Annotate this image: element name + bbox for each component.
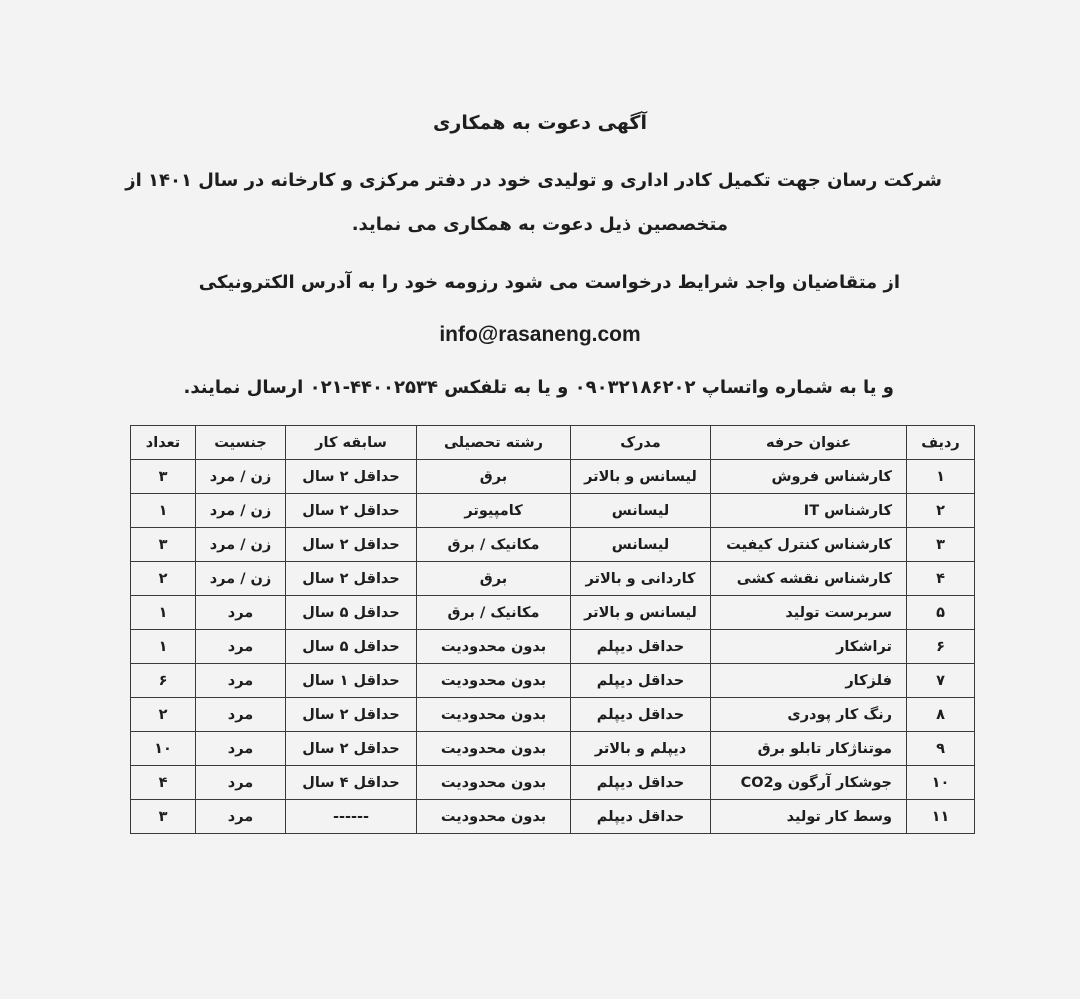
cell-gender: مرد bbox=[196, 630, 286, 664]
table-row bbox=[131, 664, 975, 698]
cell-gender: مرد bbox=[196, 766, 286, 800]
table-row bbox=[131, 698, 975, 732]
intro-line-1: شرکت رسان جهت تکمیل کادر اداری و تولیدی خود در دفتر مرکزی و کارخانه در سال ۱۴۰۱ از bbox=[125, 170, 942, 191]
cell-gender: مرد bbox=[196, 732, 286, 766]
cell-field-of-study: مکانیک / برق bbox=[417, 596, 571, 630]
cell-gender: مرد bbox=[196, 800, 286, 834]
cell-experience: حداقل ۲ سال bbox=[286, 528, 417, 562]
header-field-of-study: رشته تحصیلی bbox=[417, 426, 571, 460]
cell-experience: حداقل ۲ سال bbox=[286, 460, 417, 494]
intro-line-2: متخصصین ذیل دعوت به همکاری می نماید. bbox=[351, 214, 728, 235]
header-count: تعداد bbox=[131, 426, 196, 460]
cell-job-title: فلزکار bbox=[711, 664, 907, 698]
contact-email: info@rasaneng.com bbox=[439, 323, 641, 346]
cell-job-title: کارشناس IT bbox=[711, 494, 907, 528]
cell-row-number: ۱۰ bbox=[907, 766, 975, 800]
table-row bbox=[131, 460, 975, 494]
header-job-title: عنوان حرفه bbox=[711, 426, 907, 460]
cell-job-title: موتناژکار تابلو برق bbox=[711, 732, 907, 766]
cell-experience: حداقل ۱ سال bbox=[286, 664, 417, 698]
cell-field-of-study: بدون محدودیت bbox=[417, 732, 571, 766]
table-row bbox=[131, 800, 975, 834]
cell-count: ۱۰ bbox=[131, 732, 196, 766]
cell-degree: حداقل دیپلم bbox=[571, 766, 711, 800]
cell-count: ۳ bbox=[131, 528, 196, 562]
announcement-title: آگهی دعوت به همکاری bbox=[432, 112, 647, 134]
cell-row-number: ۹ bbox=[907, 732, 975, 766]
cell-degree: لیسانس bbox=[571, 494, 711, 528]
cell-degree: لیسانس و بالاتر bbox=[571, 460, 711, 494]
cell-count: ۱ bbox=[131, 494, 196, 528]
cell-degree: حداقل دیپلم bbox=[571, 698, 711, 732]
cell-field-of-study: برق bbox=[417, 460, 571, 494]
cell-job-title: کارشناس فروش bbox=[711, 460, 907, 494]
cell-degree: حداقل دیپلم bbox=[571, 630, 711, 664]
cell-gender: زن / مرد bbox=[196, 494, 286, 528]
cell-job-title: رنگ کار پودری bbox=[711, 698, 907, 732]
cell-count: ۱ bbox=[131, 596, 196, 630]
table-row bbox=[131, 596, 975, 630]
cell-count: ۳ bbox=[131, 460, 196, 494]
cell-row-number: ۸ bbox=[907, 698, 975, 732]
cell-degree: دیپلم و بالاتر bbox=[571, 732, 711, 766]
cell-degree: لیسانس bbox=[571, 528, 711, 562]
table-row bbox=[131, 630, 975, 664]
cell-count: ۶ bbox=[131, 664, 196, 698]
cell-job-title: وسط کار تولید bbox=[711, 800, 907, 834]
cell-job-title: سربرست تولید bbox=[711, 596, 907, 630]
application-instruction: از متقاضیان واجد شرایط درخواست می شود رزومه خود را به آدرس الکترونیکی bbox=[198, 272, 900, 293]
cell-job-title: جوشکار آرگون وCO2 bbox=[711, 766, 907, 800]
table-row bbox=[131, 766, 975, 800]
cell-field-of-study: بدون محدودیت bbox=[417, 766, 571, 800]
cell-gender: زن / مرد bbox=[196, 460, 286, 494]
cell-count: ۳ bbox=[131, 800, 196, 834]
cell-count: ۴ bbox=[131, 766, 196, 800]
cell-job-title: کارشناس نقشه کشی bbox=[711, 562, 907, 596]
job-openings-table bbox=[130, 425, 975, 834]
contact-phone-line: و یا به شماره واتساپ ۰۹۰۳۲۱۸۶۲۰۲ و یا به تلفکس ۴۴۰۰۲۵۳۴-۰۲۱ ارسال نمایند. bbox=[183, 377, 894, 398]
table-header-row bbox=[131, 426, 975, 460]
cell-row-number: ۴ bbox=[907, 562, 975, 596]
cell-degree: لیسانس و بالاتر bbox=[571, 596, 711, 630]
cell-gender: مرد bbox=[196, 596, 286, 630]
cell-job-title: تراشکار bbox=[711, 630, 907, 664]
cell-row-number: ۳ bbox=[907, 528, 975, 562]
cell-experience: حداقل ۲ سال bbox=[286, 732, 417, 766]
cell-row-number: ۶ bbox=[907, 630, 975, 664]
cell-row-number: ۱۱ bbox=[907, 800, 975, 834]
table-row bbox=[131, 528, 975, 562]
cell-field-of-study: بدون محدودیت bbox=[417, 800, 571, 834]
table-row bbox=[131, 732, 975, 766]
cell-experience: حداقل ۲ سال bbox=[286, 494, 417, 528]
cell-field-of-study: بدون محدودیت bbox=[417, 698, 571, 732]
cell-count: ۲ bbox=[131, 562, 196, 596]
cell-gender: زن / مرد bbox=[196, 528, 286, 562]
cell-field-of-study: مکانیک / برق bbox=[417, 528, 571, 562]
table-row bbox=[131, 562, 975, 596]
cell-field-of-study: کامپیوتر bbox=[417, 494, 571, 528]
cell-degree: کاردانی و بالاتر bbox=[571, 562, 711, 596]
header-experience: سابقه کار bbox=[286, 426, 417, 460]
cell-job-title: کارشناس کنترل کیفیت bbox=[711, 528, 907, 562]
table-row bbox=[131, 494, 975, 528]
cell-degree: حداقل دیپلم bbox=[571, 800, 711, 834]
cell-count: ۲ bbox=[131, 698, 196, 732]
header-gender: جنسیت bbox=[196, 426, 286, 460]
cell-row-number: ۱ bbox=[907, 460, 975, 494]
cell-gender: زن / مرد bbox=[196, 562, 286, 596]
cell-experience: حداقل ۴ سال bbox=[286, 766, 417, 800]
cell-row-number: ۲ bbox=[907, 494, 975, 528]
cell-gender: مرد bbox=[196, 664, 286, 698]
cell-row-number: ۵ bbox=[907, 596, 975, 630]
cell-field-of-study: بدون محدودیت bbox=[417, 664, 571, 698]
cell-experience: حداقل ۲ سال bbox=[286, 562, 417, 596]
header-row-number: ردیف bbox=[907, 426, 975, 460]
cell-field-of-study: برق bbox=[417, 562, 571, 596]
cell-row-number: ۷ bbox=[907, 664, 975, 698]
cell-count: ۱ bbox=[131, 630, 196, 664]
cell-degree: حداقل دیپلم bbox=[571, 664, 711, 698]
cell-experience: حداقل ۵ سال bbox=[286, 596, 417, 630]
cell-gender: مرد bbox=[196, 698, 286, 732]
cell-experience: حداقل ۲ سال bbox=[286, 698, 417, 732]
cell-field-of-study: بدون محدودیت bbox=[417, 630, 571, 664]
header-degree: مدرک bbox=[571, 426, 711, 460]
cell-experience: ------ bbox=[286, 800, 417, 834]
cell-experience: حداقل ۵ سال bbox=[286, 630, 417, 664]
